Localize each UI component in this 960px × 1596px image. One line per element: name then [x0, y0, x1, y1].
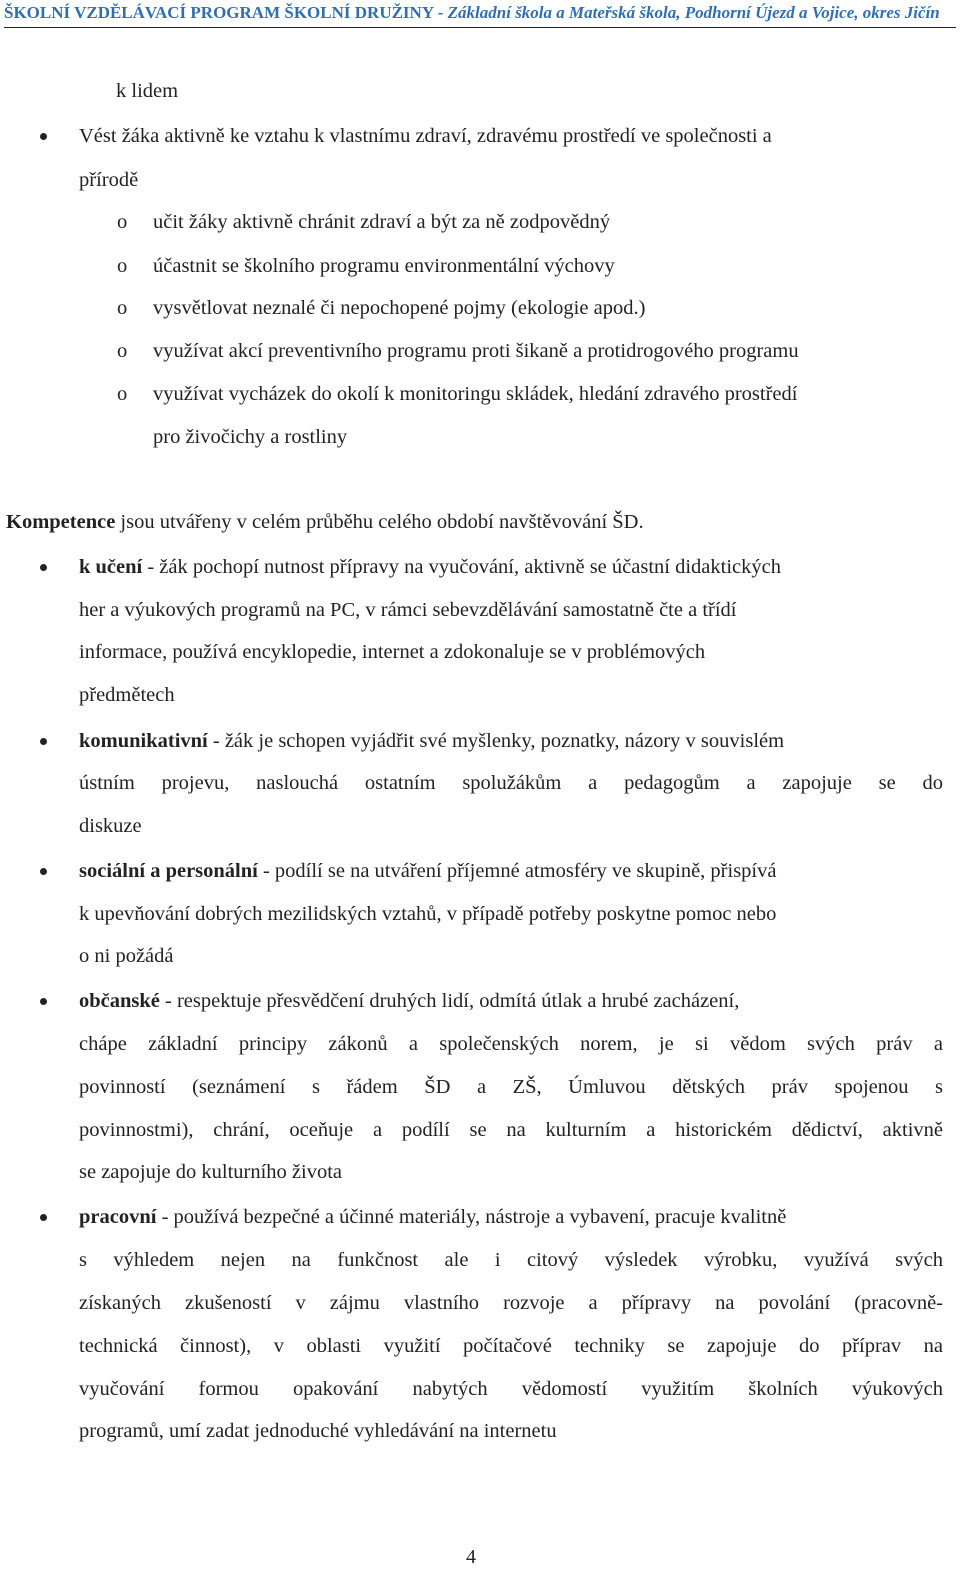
competence-communication-line-1: komunikativní - žák je schopen vyjádřit své myšlenky, poznatky, názory v souvislém — [79, 730, 785, 752]
competence-work-line-5: vyučování formou opakování nabytých vědomostí využitím školních výukových — [79, 1378, 943, 1400]
competence-learning-line-3: informace, používá encyklopedie, internet a zdokonaluje se v problémových — [79, 641, 706, 663]
competence-work-line-6: programů, umí zadat jednoduché vyhledávání na internetu — [79, 1420, 557, 1442]
bullet-icon — [40, 564, 47, 571]
competence-civic-line-2: chápe základní principy zákonů a společenských norem, je si vědom svých práv a — [79, 1033, 943, 1055]
health-subitem-5: využívat vycházek do okolí k monitoringu skládek, hledání zdravého prostředí — [153, 383, 798, 405]
bullet-icon — [40, 133, 47, 140]
bullet-icon — [40, 998, 47, 1005]
health-subitem-2: účastnit se školního programu environmentální výchovy — [153, 255, 615, 277]
page-number: 4 — [466, 1546, 476, 1568]
competence-civic-line-3: povinností (seznámení s řádem ŠD a ZŠ, Úmluvou dětských práv spojenou s — [79, 1076, 943, 1098]
competence-communication-line-3: diskuze — [79, 815, 142, 837]
competence-social-term: sociální a personální — [79, 860, 258, 882]
header-separator: - — [433, 3, 448, 22]
bullet-icon — [40, 1214, 47, 1221]
competence-work-term: pracovní — [79, 1206, 157, 1228]
health-subitem-1: učit žáky aktivně chránit zdraví a být za ně zodpovědný — [153, 211, 611, 233]
header-school-name: Základní škola a Mateřská škola, Podhorní Újezd a Vojice, okres Jičín — [447, 3, 940, 22]
competence-work-line-2: s výhledem nejen na funkčnost ale i citový výsledek výrobku, využívá svých — [79, 1249, 943, 1271]
competence-communication-term: komunikativní — [79, 730, 208, 752]
competences-lead-rest: jsou utvářeny v celém průběhu celého období navštěvování ŠD. — [115, 511, 644, 533]
competence-learning-term: k učení — [79, 556, 143, 578]
competence-communication-line-2: ústním projevu, naslouchá ostatním spolužákům a pedagogům a zapojuje se do — [79, 772, 943, 794]
intro-fragment: k lidem — [116, 80, 179, 102]
bullet-icon — [40, 868, 47, 875]
competence-work-line-3: získaných zkušeností v zájmu vlastního rozvoje a přípravy na povolání (pracovně- — [79, 1292, 943, 1314]
competences-lead-bold: Kompetence — [6, 511, 116, 533]
circle-bullet-icon: o — [117, 211, 128, 233]
competence-civic-line-4: povinnostmi), chrání, oceňuje a podílí se na kulturním a historickém dědictví, aktivně — [79, 1119, 943, 1141]
competence-social-line-3: o ni požádá — [79, 945, 174, 967]
circle-bullet-icon: o — [117, 383, 128, 405]
circle-bullet-icon: o — [117, 255, 128, 277]
competence-learning-line-2: her a výukových programů na PC, v rámci sebevzdělávání samostatně čte a třídí — [79, 599, 737, 621]
competences-lead — [6, 508, 644, 536]
competence-civic-line-1: občanské - respektuje přesvědčení druhých lidí, odmítá útlak a hrubé zacházení, — [79, 990, 740, 1012]
health-subitem-5-cont: pro živočichy a rostliny — [153, 426, 348, 448]
competence-learning-line-1: k učení - žák pochopí nutnost přípravy na vyučování, aktivně se účastní didaktických — [79, 556, 781, 578]
health-subitem-3: vysvětlovat neznalé či nepochopené pojmy (ekologie apod.) — [153, 297, 646, 319]
competence-civic-line-5: se zapojuje do kulturního života — [79, 1161, 343, 1183]
competence-social-line-1: sociální a personální - podílí se na utváření příjemné atmosféry ve skupině, přispívá — [79, 860, 777, 882]
competence-social-line-2: k upevňování dobrých mezilidských vztahů, v případě potřeby poskytne pomoc nebo — [79, 903, 777, 925]
bullet-icon — [40, 738, 47, 745]
health-subitem-4: využívat akcí preventivního programu proti šikaně a protidrogového programu — [153, 340, 799, 362]
health-main-line-1: Vést žáka aktivně ke vztahu k vlastnímu zdraví, zdravému prostředí ve společnosti a — [79, 125, 772, 147]
circle-bullet-icon: o — [117, 340, 128, 362]
health-main-line-2: přírodě — [79, 169, 139, 191]
competence-learning-line-4: předmětech — [79, 684, 175, 706]
competence-work-line-1: pracovní - používá bezpečné a účinné materiály, nástroje a vybavení, pracuje kvalitně — [79, 1206, 787, 1228]
competence-work-line-4: technická činnost), v oblasti využití počítačové techniky se zapojuje do příprav na — [79, 1335, 943, 1357]
header-program-title: ŠKOLNÍ VZDĚLÁVACÍ PROGRAM ŠKOLNÍ DRUŽINY — [4, 3, 434, 22]
competence-civic-term: občanské — [79, 990, 160, 1012]
circle-bullet-icon: o — [117, 297, 128, 319]
